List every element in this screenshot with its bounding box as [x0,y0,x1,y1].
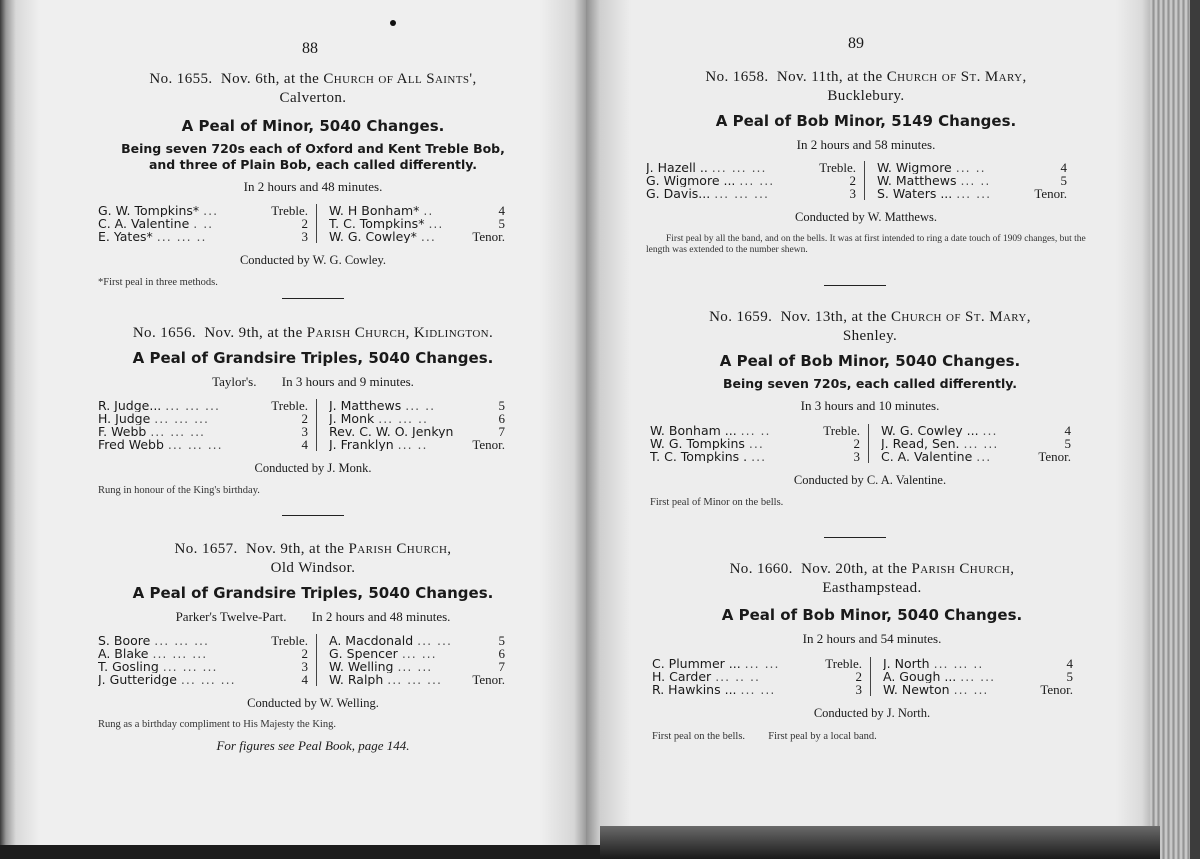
bell-position: Tenor. [1040,682,1073,697]
bell-position: Treble. [825,656,862,671]
leader-dots: ... [203,204,219,217]
bell-position: 3 [301,659,308,674]
ringer-name: E. Yates* [98,230,153,243]
bell-position: 7 [498,424,505,439]
entry-number: No. 1655. [149,71,213,87]
entry-place: Calverton. [279,90,347,106]
ringer-name: J. Monk [329,412,375,425]
leader-dots: ... .. [960,174,991,187]
leader-dots: ... [982,424,998,437]
entry-church: Parish Church, [911,561,1015,577]
ringers-left-column [646,161,864,200]
leader-dots: ... ... ... [150,425,206,438]
peal-duration [652,631,1092,647]
ringer-row [98,230,316,243]
footnote: First peal on the bells. [652,731,746,742]
ringer-row [329,647,505,660]
bell-position: Treble. [823,423,860,438]
ringers-right-column [864,161,1067,200]
ringer-name: J. Gutteridge [98,673,177,686]
leader-dots: ... .. [405,399,436,412]
conductor: Conducted by J. Monk. [254,461,372,475]
ringers-right-column [870,657,1073,696]
right-page [586,0,1150,845]
page-number: 88 [302,40,318,57]
ringer-name: G. Spencer [329,647,398,660]
leader-dots: ... ... ... [387,673,442,686]
section-divider [282,515,344,516]
bell-position: 5 [1064,436,1071,451]
ringers-table [650,424,1090,463]
entry-date: Nov. 20th, at the [801,561,908,577]
leader-dots: ... [748,437,764,450]
ringers-table [98,399,528,451]
ringer-row [98,425,316,438]
ringer-row [881,424,1071,437]
peal-duration [98,374,528,390]
conductor: Conducted by W. Welling. [247,696,379,710]
bell-position: 3 [301,229,308,244]
leader-dots: ... ... ... [165,399,220,412]
leader-dots: ... [420,230,436,243]
ringer-name: C. Plummer ... [652,657,741,670]
ringer-name: R. Hawkins ... [652,683,737,696]
ringer-name: W. Newton [883,683,950,696]
leader-dots: ... ... ... [152,647,208,660]
duration-text: In 2 hours and 48 minutes. [243,179,383,194]
ringer-row [98,660,316,673]
footnotes [652,731,1092,743]
ringers-left-column [650,424,868,463]
section-divider [824,537,886,538]
bell-position: Tenor. [472,437,505,452]
ringer-row [329,438,505,451]
conductor: Conducted by C. A. Valentine. [793,473,947,487]
entry-number: No. 1658. [705,69,769,85]
bell-position: 6 [498,646,505,661]
peal-subtitle: Being seven 720s, each called differently. [722,376,1018,391]
ringer-row [877,187,1067,200]
ringer-name: J. Read, Sen. [881,437,960,450]
bell-position: 7 [498,659,505,674]
peal-title: A Peal of Bob Minor, 5040 Changes. [719,352,1021,370]
ringer-name: W. H Bonham* [329,204,420,217]
ringer-name: H. Carder [652,670,712,683]
bell-position: 3 [849,186,856,201]
ringer-row [329,204,505,217]
ringers-left-column [98,634,316,686]
leader-dots: ... ... [956,187,992,200]
ringer-row [652,683,870,696]
entry-place: Old Windsor. [270,560,356,576]
bell-position: 5 [498,633,505,648]
leader-dots: ... ... .. [378,412,428,425]
ringer-name: H. Judge [98,412,151,425]
leader-dots: ... ... [740,683,776,696]
bell-position: 2 [853,436,860,451]
ringer-row [650,437,868,450]
bell-position: 3 [301,424,308,439]
ringer-row [98,217,316,230]
ringer-name: C. A. Valentine [881,450,973,463]
ringer-name: G. Davis... [646,187,711,200]
ringers-right-column [316,634,505,686]
leader-dots: ... ... [953,683,989,696]
duration-text: In 3 hours and 9 minutes. [281,374,414,389]
ringer-row [652,670,870,683]
ringer-name: G. W. Tompkins* [98,204,200,217]
ringer-row [329,399,505,412]
leader-dots: ... [976,450,992,463]
ringer-row [98,673,316,686]
peal-duration [98,609,528,625]
ringer-name: W. Ralph [329,673,384,686]
entry-date: Nov. 11th, at the [776,69,883,85]
bell-position: Tenor. [1034,186,1067,201]
leader-dots: ... ... [739,174,775,187]
ringer-row [98,412,316,425]
peal-duration [650,398,1090,414]
ringer-row [650,450,868,463]
duration-text: In 2 hours and 58 minutes. [796,137,936,152]
ringer-name: A. Gough ... [883,670,957,683]
leader-dots: .. [423,204,434,217]
bell-position: 3 [853,449,860,464]
entry-place: Easthampstead. [822,580,922,596]
ringer-name: S. Waters ... [877,187,953,200]
footnote: *First peal in three methods. [98,277,218,288]
ringer-row [646,161,864,174]
leader-dots: ... .. [955,161,986,174]
leader-dots: ... ... [963,437,999,450]
bell-position: 5 [498,398,505,413]
entry-church: Parish Church, Kidlington. [306,325,494,341]
footnote: Rung in honour of the King's birthday. [98,485,260,496]
peal-entry-1660 [652,560,1092,743]
leader-dots: ... [751,450,767,463]
leader-dots: ... .. [740,424,771,437]
ringer-row [877,161,1067,174]
bell-position: 4 [1060,160,1067,175]
ringer-name: W. G. Cowley* [329,230,417,243]
ringer-name: A. Blake [98,647,149,660]
leader-dots: ... ... [401,647,437,660]
peal-title: A Peal of Bob Minor, 5149 Changes. [715,112,1017,130]
ringer-name: S. Boore [98,634,151,647]
leader-dots: ... ... ... [714,187,769,200]
footnote: First peal by all the band, and on the bells. It was at first intended to ring a date touch of 1909 changes, but the length was extended to the number shewn. [646,234,1086,255]
ringer-name: A. Macdonald [329,634,414,647]
duration-text: In 2 hours and 48 minutes. [311,609,451,624]
ringers-left-column [98,204,316,243]
entry-church: Parish Church, [348,541,452,557]
footnote: First peal of Minor on the bells. [650,497,784,508]
book-page-edges [1150,0,1200,859]
figures-reference: For figures see Peal Book, page 144. [216,738,410,753]
conductor: Conducted by W. Matthews. [794,210,937,224]
ringer-name: W. Matthews [877,174,957,187]
ringer-row [329,634,505,647]
ringer-name: R. Judge... [98,399,162,412]
bell-position: 2 [849,173,856,188]
ringer-row [881,450,1071,463]
bell-position: 2 [301,216,308,231]
entry-church: Church of St. Mary, [890,309,1031,325]
ringer-name: Rev. C. W. O. Jenkyn [329,425,454,438]
duration-text: In 3 hours and 10 minutes. [800,398,940,413]
bell-position: 4 [1066,656,1073,671]
entry-heading [650,308,1090,327]
bell-position: Treble. [271,398,308,413]
leader-dots: ... .. [397,438,428,451]
entry-heading [98,70,528,89]
bell-position: 4 [1064,423,1071,438]
ringer-name: Fred Webb [98,438,164,451]
leader-dots: ... ... [744,657,780,670]
duration-text: In 2 hours and 54 minutes. [802,631,942,646]
bell-position: Tenor. [1038,449,1071,464]
composition: Parker's Twelve-Part. [175,609,287,624]
entry-number: No. 1656. [132,325,196,341]
ringers-table [646,161,1086,200]
bell-position: 4 [301,437,308,452]
section-divider [282,298,344,299]
entry-church: Church of St. Mary, [886,69,1027,85]
peal-title: A Peal of Minor, 5040 Changes. [181,117,445,135]
peal-entry-1658 [646,68,1086,256]
bell-position: 4 [498,203,505,218]
entry-place: Bucklebury. [827,88,905,104]
ringer-name: W. G. Cowley ... [881,424,979,437]
ringer-row [329,230,505,243]
bell-position: 5 [1066,669,1073,684]
entry-date: Nov. 9th, at the [246,541,345,557]
ringer-row [650,424,868,437]
leader-dots: ... ... ... [167,438,223,451]
leader-dots: ... ... ... [162,660,218,673]
bell-position: 2 [301,411,308,426]
ringer-row [646,174,864,187]
ringer-name: W. Bonham ... [650,424,737,437]
leader-dots: ... ... .. [933,657,984,670]
ringer-name: W. G. Tompkins [650,437,745,450]
ringer-row [329,673,505,686]
bell-position: Tenor. [472,672,505,687]
bell-position: Tenor. [472,229,505,244]
bell-position: 3 [855,682,862,697]
ringer-name: F. Webb [98,425,147,438]
leader-dots: ... .. .. [715,670,760,683]
ringers-table [98,204,528,243]
entry-date: Nov. 13th, at the [780,309,887,325]
ringer-row [883,683,1073,696]
bell-position: 5 [498,216,505,231]
bell-position: 4 [301,672,308,687]
peal-subtitle: Being seven 720s each of Oxford and Kent Treble Bob, and three of Plain Bob, each called differently. [121,141,505,172]
peal-duration [98,179,528,195]
leader-dots: ... ... [960,670,996,683]
conductor: Conducted by W. G. Cowley. [239,253,387,267]
ringers-right-column [316,399,505,451]
ringer-name: C. A. Valentine [98,217,190,230]
left-page [0,0,586,845]
composition: Taylor's. [212,374,257,389]
bell-position: 5 [1060,173,1067,188]
ringers-right-column [316,204,505,243]
footnote: Rung as a birthday compliment to His Majesty the King. [98,719,336,730]
ringer-row [652,657,870,670]
leader-dots: . .. [193,217,214,230]
bell-position: 2 [301,646,308,661]
leader-dots: ... ... ... [711,161,767,174]
peal-entry-1657 [98,540,528,754]
peal-entry-1659 [650,308,1090,509]
ringers-left-column [98,399,316,451]
entry-number: No. 1657. [174,541,238,557]
ringers-table [98,634,528,686]
page-number: 89 [848,35,864,52]
ringer-name: J. Hazell .. [646,161,708,174]
peal-duration [646,137,1086,153]
ringer-row [98,204,316,217]
book-cover-shadow [600,826,1160,859]
entry-date: Nov. 6th, at the [220,71,320,87]
ringer-row [883,657,1073,670]
entry-heading [98,324,528,343]
ringer-name: J. Franklyn [329,438,394,451]
entry-heading [646,68,1086,87]
ringer-name: J. Matthews [329,399,402,412]
leader-dots: ... ... ... [154,634,210,647]
peal-title: A Peal of Grandsire Triples, 5040 Changes. [132,349,494,367]
ringer-name: W. Wigmore [877,161,952,174]
ringer-name: T. C. Tompkins* [329,217,425,230]
entry-church: Church of All Saints', [323,71,477,87]
bell-position: Treble. [271,633,308,648]
bell-position: Treble. [819,160,856,175]
conductor: Conducted by J. North. [813,706,931,720]
entry-date: Nov. 9th, at the [204,325,303,341]
peal-title: A Peal of Bob Minor, 5040 Changes. [721,606,1023,624]
ringer-row [646,187,864,200]
ringer-name: J. North [883,657,930,670]
ringers-right-column [868,424,1071,463]
ringers-table [652,657,1092,696]
ink-speck [390,20,396,26]
ringer-row [98,634,316,647]
ringer-name: T. C. Tompkins . [650,450,748,463]
entry-number: No. 1659. [709,309,773,325]
peal-title: A Peal of Grandsire Triples, 5040 Changes. [132,584,494,602]
ringer-row [98,438,316,451]
bell-position: Treble. [271,203,308,218]
leader-dots: ... ... ... [180,673,236,686]
ringer-row [329,412,505,425]
leader-dots: ... ... [397,660,433,673]
section-divider [824,285,886,286]
entry-heading [98,540,528,559]
leader-dots: ... ... .. [156,230,207,243]
ringer-name: W. Welling [329,660,394,673]
entry-place: Shenley. [842,328,898,344]
leader-dots: ... ... [417,634,452,647]
entry-heading [652,560,1092,579]
ringer-name: T. Gosling [98,660,159,673]
peal-entry-1655 [98,70,528,289]
ringer-row [98,647,316,660]
leader-dots: ... ... ... [154,412,209,425]
leader-dots: ... [428,217,444,230]
peal-entry-1656 [98,324,528,497]
ringers-left-column [652,657,870,696]
ringer-row [98,399,316,412]
ringer-name: G. Wigmore ... [646,174,736,187]
bell-position: 2 [855,669,862,684]
bell-position: 6 [498,411,505,426]
footnote: First peal by a local band. [768,731,877,742]
entry-number: No. 1660. [729,561,793,577]
